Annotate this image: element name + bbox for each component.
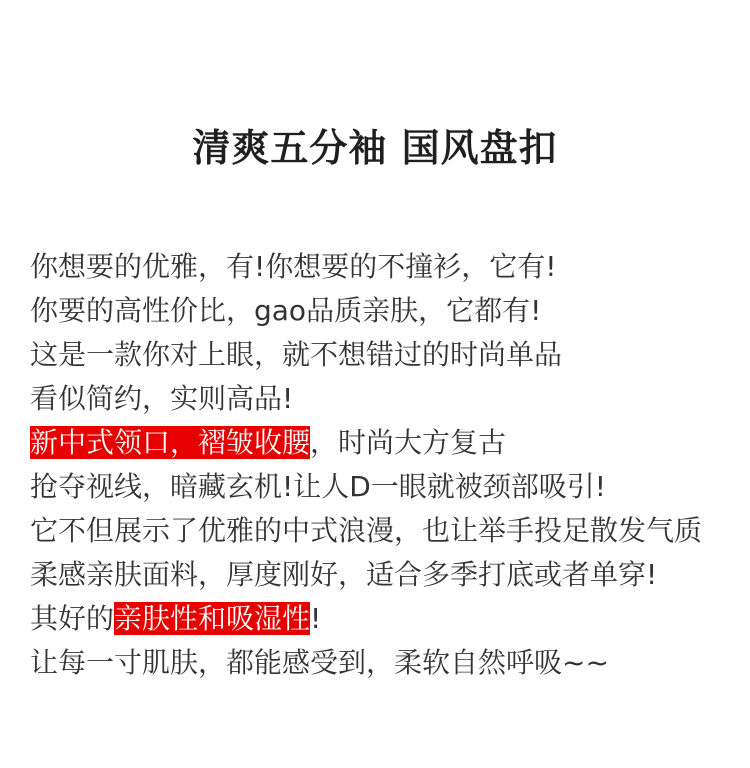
description-line: 让每一寸肌肤，都能感受到，柔软自然呼吸~~ xyxy=(30,646,609,679)
highlighted-phrase: 新中式领口，褶皱收腰 xyxy=(30,426,311,459)
description-fragment: ! xyxy=(310,602,322,635)
highlighted-phrase: 亲肤性和吸湿性 xyxy=(114,602,311,635)
description-fragment: 其好的 xyxy=(30,602,115,635)
description-line: 看似简约，实则高品! xyxy=(30,382,294,415)
page-title: 清爽五分袖 国风盘扣 xyxy=(192,126,558,170)
description-line: 抢夺视线，暗藏玄机!让人D一眼就被颈部吸引! xyxy=(30,470,607,503)
description-line: 你要的高性价比，gao品质亲肤，它都有! xyxy=(30,294,542,327)
description-line xyxy=(30,421,736,465)
description-line: 你想要的优雅，有!你想要的不撞衫，它有! xyxy=(30,250,557,283)
description-line xyxy=(30,597,736,641)
description-line: 柔感亲肤面料，厚度刚好，适合多季打底或者单穿! xyxy=(30,558,658,591)
description-text xyxy=(30,245,736,685)
description-fragment: ，时尚大方复古 xyxy=(310,426,507,459)
description-line: 这是一款你对上眼，就不想错过的时尚单品 xyxy=(30,338,563,371)
description-line: 它不但展示了优雅的中式浪漫，也让举手投足散发气质 xyxy=(30,514,703,547)
